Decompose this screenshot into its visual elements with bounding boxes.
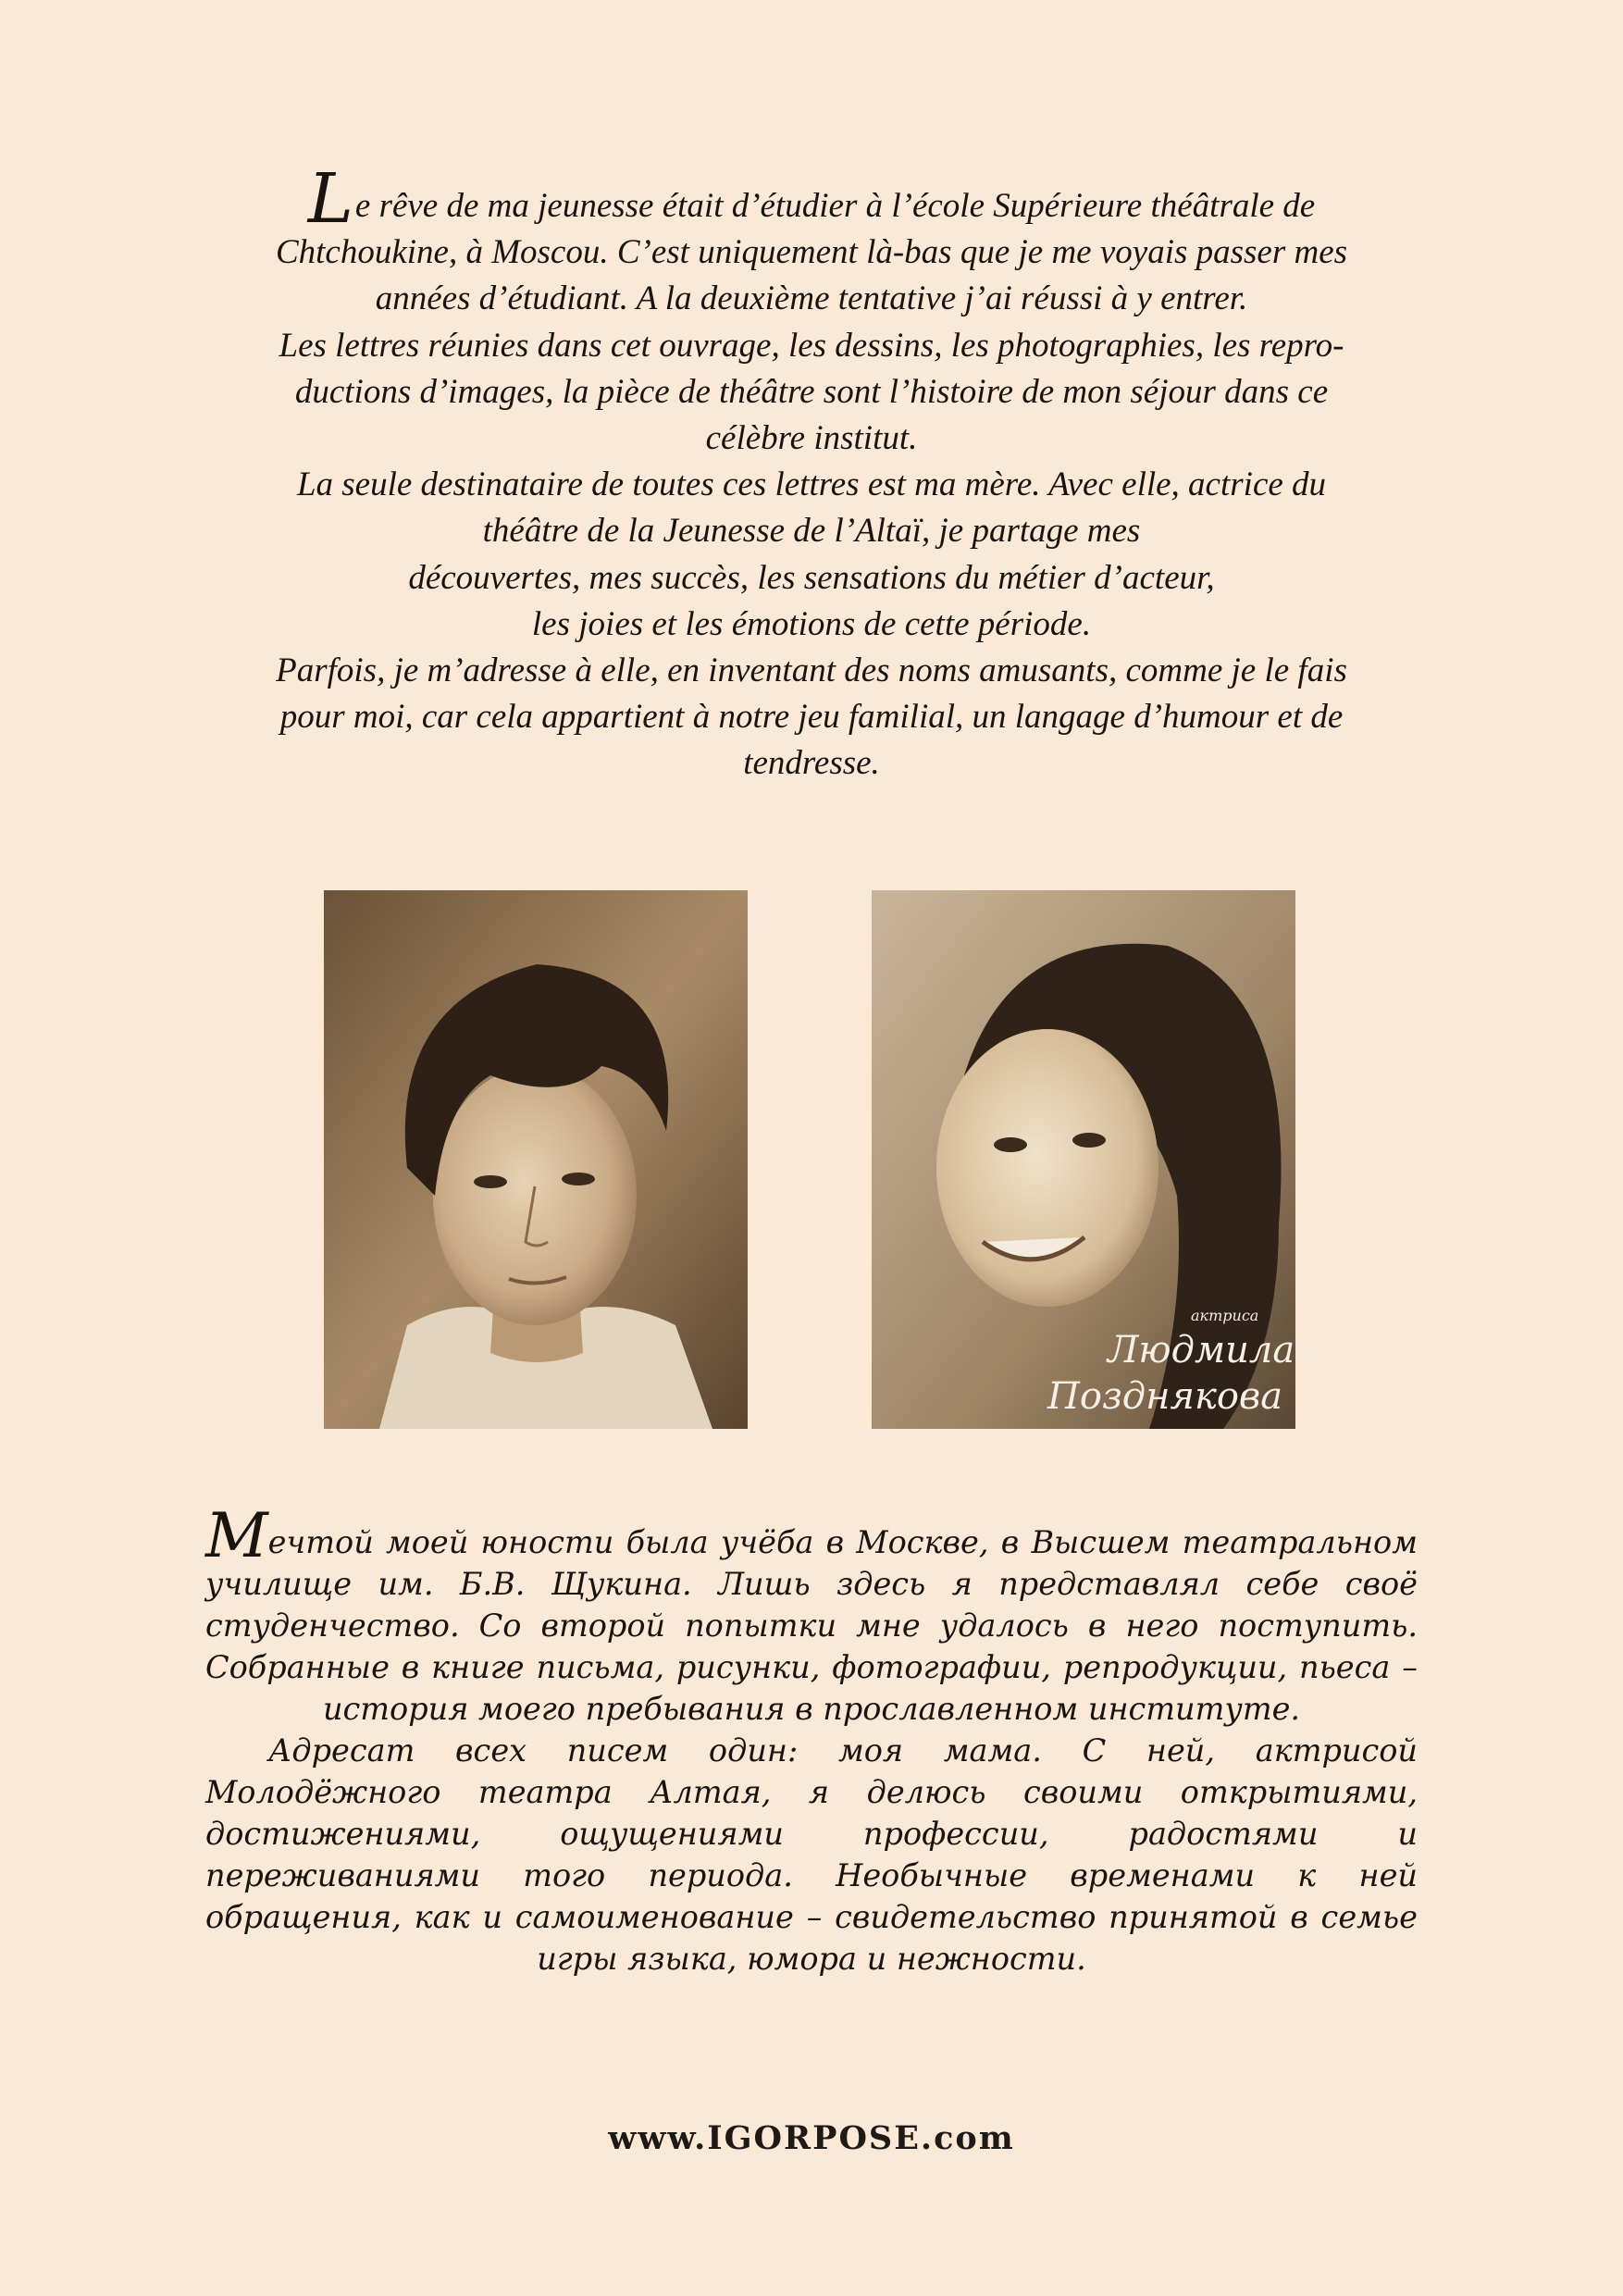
french-line: ductions d’images, la pièce de théâtre sont l’histoire de mon séjour dans ce	[294, 372, 1329, 411]
french-dropcap: L	[307, 159, 353, 239]
french-line: Les lettres réunies dans cet ouvrage, les dessins, les photographies, les repro-	[279, 326, 1344, 365]
russian-paragraph-2: Адресат всех писем один: моя мама. С ней, актрисой Молодёжного театра Алтая, я делюсь своими открытиями, достижениями, ощущениями профессии, радостями и переживаниями того периода. Необычные временами к ней обращения, как и самоименование – свидетельство принятой в семье игры языка, юмора и нежности.	[205, 1732, 1418, 1977]
french-line: e rêve de ma jeunesse était d’étudier à l’école Supérieure théâtrale de	[354, 187, 1316, 225]
french-line: années d’étudiant. A la deuxième tentative j’ai réussi à y entrer.	[375, 279, 1248, 318]
french-line: découvertes, mes succès, les sensations du métier d’acteur,	[408, 558, 1215, 597]
french-line: tendresse.	[743, 744, 880, 783]
inscription-line1: Людмила	[1108, 1329, 1295, 1371]
french-paragraph-3	[194, 462, 1429, 648]
portrait-actress-photo	[872, 890, 1295, 1429]
french-line: La seule destinataire de toutes ces lettres est ma mère. Avec elle, actrice du	[296, 465, 1327, 504]
russian-text-block	[205, 1500, 1418, 1980]
french-line: célèbre institut.	[705, 419, 918, 458]
website-link[interactable]: www.IGORPOSE.com	[608, 2119, 1015, 2157]
french-line: Parfois, je m’adresse à elle, en inventant des noms amusants, comme je le fais	[276, 652, 1347, 690]
portrait-actress-icon	[872, 890, 1295, 1429]
french-line: les joies et les émotions de cette période.	[531, 604, 1092, 643]
inscription-small: актриса	[1191, 1307, 1259, 1324]
french-text-block	[194, 159, 1429, 788]
russian-dropcap: М	[205, 1500, 268, 1571]
french-paragraph-4	[194, 648, 1429, 788]
russian-paragraph-1	[205, 1500, 1418, 1730]
inscription-line2: Позднякова	[1047, 1375, 1283, 1418]
russian-paragraph-1-text: ечтой моей юности была учёба в Москве, в Высшем театральном училище им. Б.В. Щукина. Лишь здесь я представлял себе своё студенчество. Со второй попытки мне удалось в него поступить. Собранные в книге письма, рисунки, фотографии, репродукции, пьеса – история моего пребывания в прославленном институте.	[205, 1524, 1418, 1727]
french-paragraph-1	[194, 159, 1429, 323]
french-line: théâtre de la Jeunesse de l’Altaï, je partage mes	[482, 512, 1141, 551]
french-paragraph-2	[194, 323, 1429, 463]
portrait-young-man-icon	[324, 890, 748, 1429]
french-line: Chtchoukine, à Moscou. C’est uniquement là-bas que je me voyais passer mes	[275, 233, 1348, 272]
french-line: pour moi, car cela appartient à notre jeu familial, un langage d’humour et de	[279, 698, 1344, 737]
portrait-young-man-photo	[324, 890, 748, 1429]
